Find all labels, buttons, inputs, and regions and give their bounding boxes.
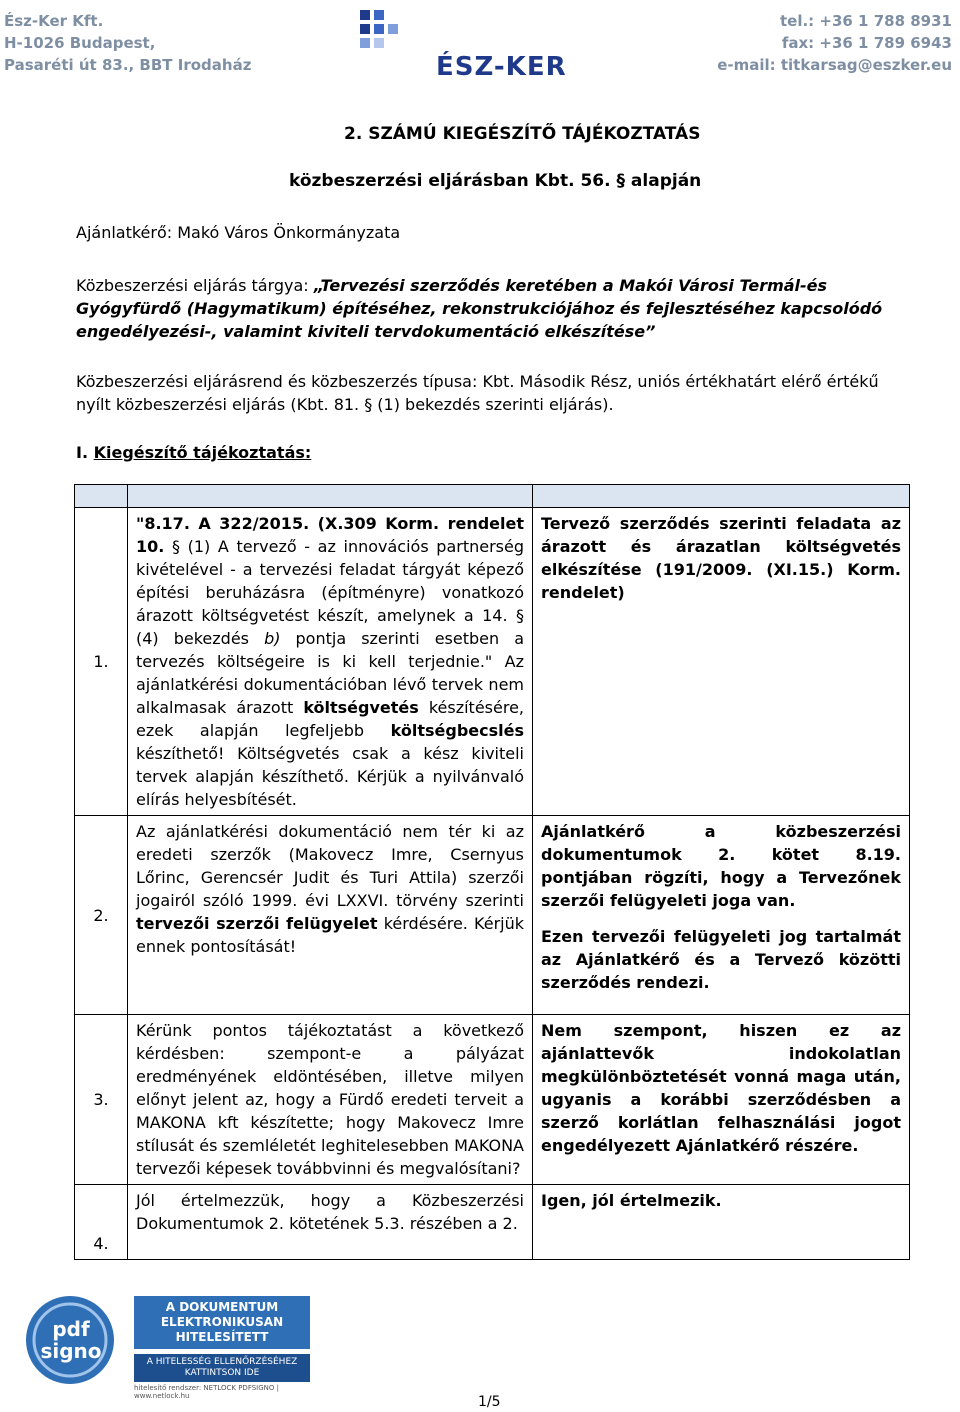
question-text: Az ajánlatkérési dokumentáció nem tér ki az eredeti szerzők (Makovecz Imre, Csernyus Lőrinc, Gerencsér Judit és Turi Attila) szerzői jogairól szóló 1999. évi LXXVI. törvény szerinti <box>136 822 524 910</box>
question-text: Kérünk pontos tájékoztatást a következő kérdésben: szempont-e a pályázat eredményének eldöntésében, illetve milyen előnyt jelent az, hogy a Fürdő eredeti terveit a MAKONA kft készítette; hogy Makovecz Imre stílusát és szemléletét leghitelesebben MAKONA tervezői képesek továbbvinni és megvalósítani? <box>136 1021 524 1178</box>
stamp-line: A DOKUMENTUM <box>165 1300 279 1314</box>
company-email[interactable]: e-mail: titkarsag@eszker.eu <box>717 56 952 74</box>
question-cell <box>128 816 533 1015</box>
answer-cell <box>533 1015 910 1185</box>
stamp-line: A HITELESSÉG ELLENŐRZÉSÉHEZ <box>146 1357 298 1367</box>
question-text: készítésére, ezek alapján legfeljebb <box>136 698 525 740</box>
question-cell <box>128 1015 533 1185</box>
question-text: "8.17. A 322/2015. (X.309 Korm. rendelet 10. <box>136 514 524 556</box>
answer-text: Nem szempont, hiszen ez az ajánlattevők indokolatlan megkülönböztetését vonná maga után, ugyanis a korábbi szerződésben a szerző korlátlan felhasználási jogot engedélyezett Ajánlatkérő részére. <box>541 1021 901 1155</box>
company-logo <box>360 6 590 82</box>
row-number: 4. <box>75 1185 128 1260</box>
stamp-link[interactable] <box>134 1354 310 1382</box>
procedure-type: Közbeszerzési eljárásrend és közbeszerzés típusa: Kbt. Második Rész, uniós értékhatárt elérő értékű nyílt közbeszerzési eljárás (Kbt. 81. § (1) bekezdés szerinti eljárás). <box>76 372 879 414</box>
answer-text: Tervező szerződés szerinti feladata az árazott és árazatlan költségvetés elkészítése (191/2009. (XI.15.) Korm. rendelet) <box>541 514 901 602</box>
subject-label: Közbeszerzési eljárás tárgya: <box>76 276 314 295</box>
procurement-subject <box>76 274 911 343</box>
qa-table <box>74 484 910 1260</box>
authentication-stamp[interactable] <box>14 1288 314 1398</box>
answer-text: Ezen tervezői felügyeleti jog tartalmát az Ajánlatkérő és a Tervező közötti szerződés rendezi. <box>541 927 901 992</box>
question-text: költségvetés <box>303 698 419 717</box>
stamp-line: HITELESÍTETT <box>175 1330 269 1344</box>
logo-mark-icon <box>360 6 590 56</box>
table-row <box>75 1185 910 1260</box>
table-header-row <box>75 485 910 508</box>
row-number: 3. <box>75 1015 128 1185</box>
answer-cell <box>533 508 910 816</box>
section-label: Kiegészítő tájékoztatás: <box>93 443 312 462</box>
stamp-footnote: hitelesítő rendszer: NETLOCK PDFSIGNO | www.netlock.hu <box>134 1384 279 1400</box>
requester: Ajánlatkérő: Makó Város Önkormányzata <box>76 223 401 242</box>
logo-text: ÉSZ-KER <box>436 52 567 82</box>
section-heading <box>76 443 311 462</box>
row-number: 2. <box>75 816 128 1015</box>
question-text: készíthető! Költségvetés csak a kész kiviteli tervek alapján készíthető. Kérjük a nyilvánvaló elírás helyesbítését. <box>136 744 524 809</box>
question-text: költségbecslés <box>390 721 524 740</box>
row-number: 1. <box>75 508 128 816</box>
question-text: pontja szerinti esetben a tervezés költségeire is ki kell terjednie." Az ajánlatkérési dokumentációban lévő tervek nem alkalmasak árazott <box>136 629 525 717</box>
stamp-banner <box>134 1296 310 1349</box>
document-title: 2. SZÁMÚ KIEGÉSZÍTŐ TÁJÉKOZTATÁS <box>344 124 701 144</box>
subject-text: „Tervezési szerződés keretében a Makói Városi Termál-és Gyógyfürdő (Hagymatikum) építéséhez, rekonstrukciójához és fejlesztéséhez kapcsolódó engedélyezési-, valamint kiviteli tervdokumentáció elkészítése” <box>76 276 883 341</box>
answer-cell <box>533 816 910 1015</box>
question-text: tervezői szerzői felügyelet <box>136 914 378 933</box>
company-street: Pasaréti út 83., BBT Irodaház <box>4 56 252 74</box>
header-cell <box>75 485 128 508</box>
company-name: Ész-Ker Kft. <box>4 12 104 30</box>
company-tel: tel.: +36 1 788 8931 <box>779 12 952 30</box>
company-address <box>4 10 251 76</box>
question-cell <box>128 1185 533 1260</box>
stamp-logo-text: pdf signo <box>40 1317 102 1363</box>
question-text: kérdésére. Kérjük ennek pontosítását! <box>136 914 524 956</box>
table-row <box>75 1015 910 1185</box>
document-subtitle: közbeszerzési eljárásban Kbt. 56. § alapján <box>289 171 702 191</box>
question-text: § (1) A tervező - az innovációs partnerség kivételével - a tervezési feladat tárgyát képező építési beruházásra (építményre) vonatkozó árazott költségvetést készít, amelynek a 14. § (4) bekezdés <box>136 537 524 648</box>
question-text: b) <box>264 629 281 648</box>
page-number: 1/5 <box>478 1394 501 1410</box>
section-number: I. <box>76 443 89 462</box>
header-cell <box>533 485 910 508</box>
answer-text: Ajánlatkérő a közbeszerzési dokumentumok 2. kötet 8.19. pontjában rögzíti, hogy a Tervezőnek szerzői felügyeleti joga van. <box>541 822 901 910</box>
answer-cell <box>533 1185 910 1260</box>
stamp-line: ELEKTRONIKUSAN <box>160 1315 284 1329</box>
table-row <box>75 816 910 1015</box>
company-contacts <box>717 10 952 76</box>
question-text: Jól értelmezzük, hogy a Közbeszerzési Dokumentumok 2. kötetének 5.3. részében a 2. <box>136 1191 524 1233</box>
company-city: H-1026 Budapest, <box>4 34 156 52</box>
answer-text: Igen, jól értelmezik. <box>541 1191 722 1210</box>
company-fax: fax: +36 1 789 6943 <box>781 34 952 52</box>
stamp-line: KATTINTSON IDE <box>184 1368 260 1378</box>
table-row <box>75 508 910 816</box>
question-cell <box>128 508 533 816</box>
letterhead <box>0 0 960 84</box>
header-cell <box>128 485 533 508</box>
